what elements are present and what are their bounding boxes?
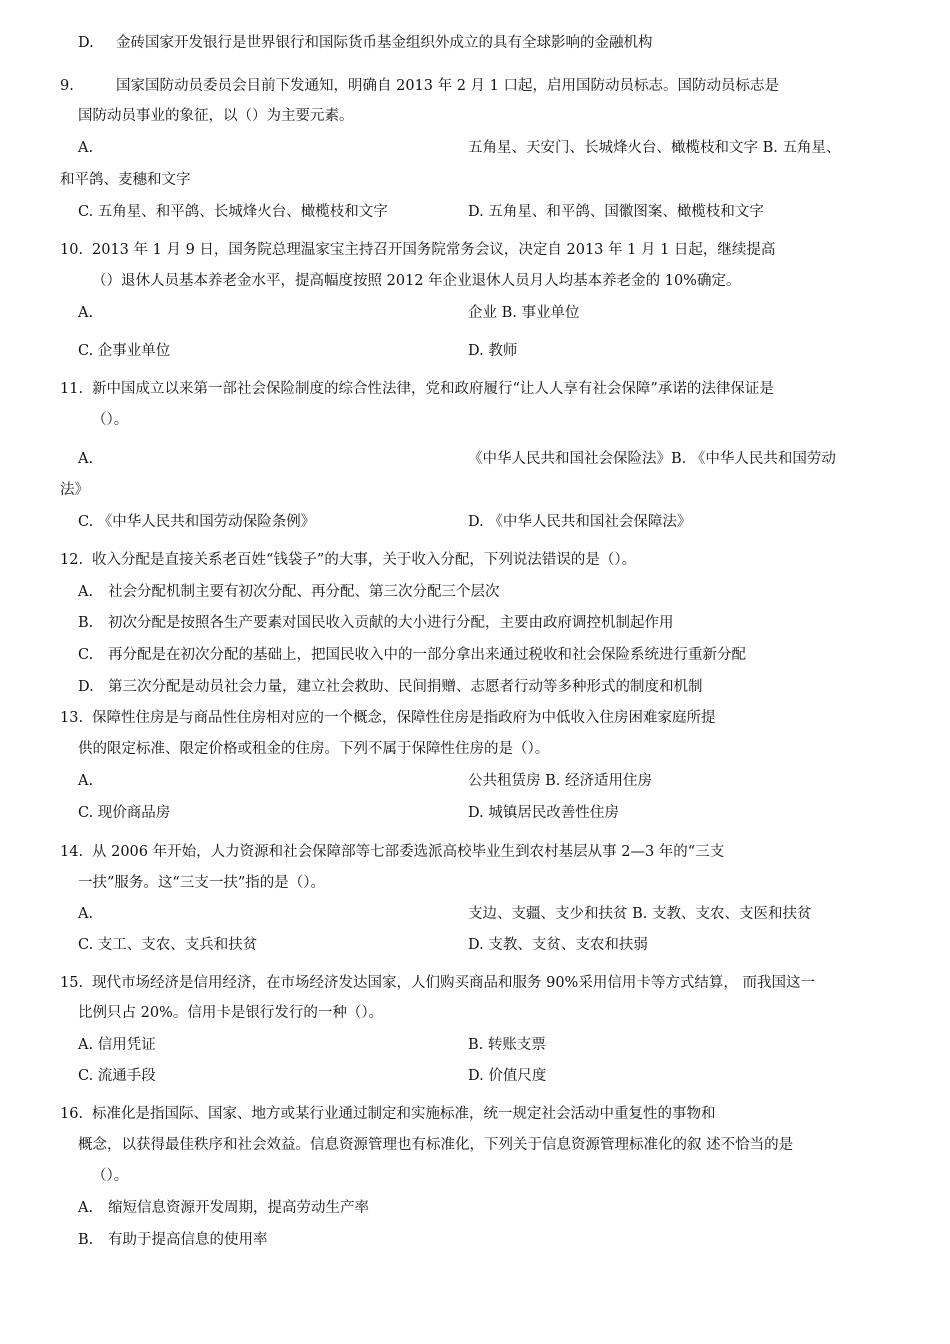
question-number: 13.	[60, 710, 84, 726]
option-letter-d: D.	[78, 35, 94, 51]
option-d: D. 教师	[468, 343, 518, 359]
option-text-a: 缩短信息资源开发周期，提高劳动生产率	[108, 1200, 369, 1216]
option-text-a-b: 公共租赁房 B. 经济适用住房	[468, 773, 652, 789]
question-stem: （）。	[92, 412, 129, 428]
question-stem: 收入分配是直接关系老百姓“钱袋子”的大事，关于收入分配，下列说法错误的是（）。	[92, 552, 637, 568]
question-number: 14.	[60, 844, 84, 860]
option-letter-b: B.	[78, 1232, 94, 1248]
option-c: C. 流通手段	[78, 1068, 156, 1084]
question-stem: 国家国防动员委员会目前下发通知，明确自 2013 年 2 月 1 口起，启用国防动员标志。国防动员标志是	[116, 78, 780, 94]
option-c: C. 五角星、和平鸽、长城烽火台、橄榄枝和文字	[78, 204, 388, 220]
option-letter-a: A.	[78, 1200, 94, 1216]
option-d: D. 城镇居民改善性住房	[468, 805, 619, 821]
option-text-c: 再分配是在初次分配的基础上，把国民收入中的一部分拿出来通过税收和社会保险系统进行重新分配	[108, 647, 746, 663]
question-stem: 一扶”服务。这“三支一扶”指的是（）。	[78, 875, 325, 891]
option-letter-a: A.	[78, 773, 94, 789]
option-text-a-b: 《中华人民共和国社会保险法》B. 《中华人民共和国劳动	[468, 451, 836, 467]
option-letter-b: B.	[78, 615, 94, 631]
option-text-d: 金砖国家开发银行是世界银行和国际货币基金组织外成立的具有全球影响的金融机构	[116, 35, 653, 51]
option-letter-c: C.	[78, 647, 94, 663]
question-stem: 2013 年 1 月 9 日，国务院总理温家宝主持召开国务院常务会议，决定自 2013 年 1 月 1 日起，继续提高	[92, 242, 776, 258]
question-number: 12.	[60, 552, 84, 568]
option-letter-d: D.	[78, 679, 94, 695]
option-letter-a: A.	[78, 140, 94, 156]
option-text-a-b: 支边、支疆、支少和扶贫 B. 支教、支农、支医和扶贫	[468, 906, 812, 922]
option-d: D. 支教、支贫、支农和扶弱	[468, 937, 648, 953]
question-stem: 新中国成立以来第一部社会保险制度的综合性法律，党和政府履行“让人人享有社会保障”承诺的法律保证是	[92, 381, 774, 397]
option-b: B. 转账支票	[468, 1037, 546, 1053]
question-stem: 从 2006 年开始，人力资源和社会保障部等七部委选派高校毕业生到农村基层从事 2—3 年的“三支	[92, 844, 725, 860]
option-text-b: 初次分配是按照各生产要素对国民收入贡献的大小进行分配，主要由政府调控机制起作用	[108, 615, 674, 631]
question-stem: 概念，以获得最佳秩序和社会效益。信息资源管理也有标准化，下列关于信息资源管理标准化的叙 述不恰当的是	[78, 1137, 794, 1153]
question-number: 11.	[60, 381, 84, 397]
option-text-b: 有助于提高信息的使用率	[108, 1232, 268, 1248]
option-text-b-continued: 法》	[60, 482, 89, 498]
option-c: C. 《中华人民共和国劳动保险条例》	[78, 514, 316, 530]
question-number: 9.	[60, 78, 74, 94]
option-text-b-continued: 和平鸽、麦穗和文字	[60, 172, 191, 188]
option-c: C. 支工、支农、支兵和扶贫	[78, 937, 258, 953]
question-number: 10.	[60, 242, 84, 258]
option-d: D. 五角星、和平鸽、国徽图案、橄榄枝和文字	[468, 204, 764, 220]
option-text-a: 社会分配机制主要有初次分配、再分配、第三次分配三个层次	[108, 584, 500, 600]
question-number: 15.	[60, 975, 84, 991]
question-stem: 国防动员事业的象征，以（）为主要元素。	[78, 108, 354, 124]
option-letter-a: A.	[78, 584, 94, 600]
option-text-d: 第三次分配是动员社会力量，建立社会救助、民间捐赠、志愿者行动等多种形式的制度和机制	[108, 679, 703, 695]
question-stem: 供的限定标准、限定价格或租金的住房。下列不属于保障性住房的是（）。	[78, 741, 550, 757]
option-text-a-b: 五角星、天安门、长城烽火台、橄榄枝和文字 B. 五角星、	[468, 140, 841, 156]
question-stem: 保障性住房是与商品性住房相对应的一个概念，保障性住房是指政府为中低收入住房困难家庭所提	[92, 710, 716, 726]
option-d: D. 价值尺度	[468, 1068, 547, 1084]
option-d: D. 《中华人民共和国社会保障法》	[468, 514, 692, 530]
question-number: 16.	[60, 1106, 84, 1122]
option-letter-a: A.	[78, 305, 94, 321]
option-c: C. 现价商品房	[78, 805, 171, 821]
option-a: A. 信用凭证	[78, 1037, 156, 1053]
question-stem: 现代市场经济是信用经济，在市场经济发达国家，人们购买商品和服务 90%采用信用卡等方式结算， 而我国这一	[92, 975, 815, 991]
question-stem: 比例只占 20%。信用卡是银行发行的一种（）。	[78, 1005, 384, 1021]
option-text-a-b: 企业 B. 事业单位	[468, 305, 580, 321]
option-letter-a: A.	[78, 451, 94, 467]
question-stem: 标准化是指国际、国家、地方或某行业通过制定和实施标准，统一规定社会活动中重复性的事物和	[92, 1106, 716, 1122]
question-stem: （）。	[92, 1168, 129, 1184]
option-c: C. 企事业单位	[78, 343, 171, 359]
question-stem: （）退休人员基本养老金水平，提高幅度按照 2012 年企业退休人员月人均基本养老金的 10%确定。	[92, 273, 741, 289]
option-letter-a: A.	[78, 906, 94, 922]
